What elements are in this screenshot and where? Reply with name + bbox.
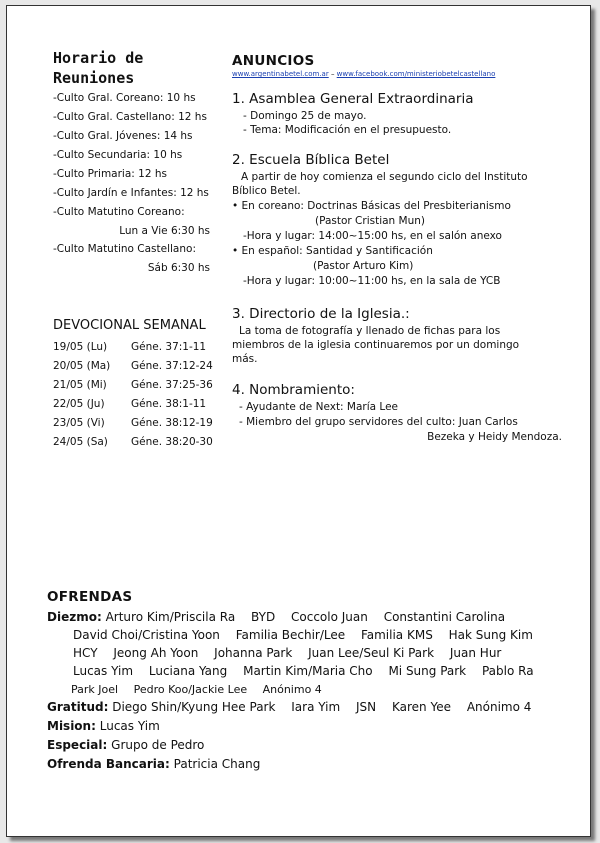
diezmo-name: Familia Bechir/Lee: [235, 628, 346, 642]
diezmo-name: Arturo Kim/Priscila Ra: [105, 610, 236, 624]
devotional-date: 19/05 (Lu): [53, 341, 108, 353]
diezmo-name: Anónimo 4: [262, 683, 322, 696]
diezmo-name: Coccolo Juan: [291, 610, 368, 624]
gratitud-line: [47, 700, 531, 715]
announcement-3-title: 3. Directorio de la Iglesia.:: [232, 306, 410, 322]
announcement-1-line: - Domingo 25 de mayo.: [243, 110, 367, 122]
diezmo-name: Familia KMS: [360, 628, 433, 642]
announcement-2-title: 2. Escuela Bíblica Betel: [232, 152, 390, 168]
announcement-2-line: A partir de hoy comienza el segundo ciclo del Instituto: [241, 171, 528, 183]
diezmo-name: Martin Kim/Maria Cho: [243, 664, 373, 678]
schedule-item: -Culto Gral. Castellano: 12 hs: [53, 111, 207, 123]
diezmo-name: Jeong Ah Yoon: [113, 646, 199, 660]
devotional-date: 22/05 (Ju): [53, 398, 105, 410]
gratitud-name: Iara Yim: [291, 700, 341, 714]
announcement-4-line: Bezeka y Heidy Mendoza.: [427, 431, 562, 443]
gratitud-name: JSN: [356, 700, 377, 714]
diezmo-name: Constantini Carolina: [383, 610, 506, 624]
gratitud-label: Gratitud:: [47, 700, 109, 714]
announcement-4-line: - Ayudante de Next: María Lee: [239, 401, 399, 413]
announcements-title: ANUNCIOS: [232, 53, 315, 69]
announcement-3-line: miembros de la iglesia continuaremos por un domingo: [232, 339, 520, 351]
diezmo-label: Diezmo:: [47, 610, 102, 624]
schedule-item: -Culto Primaria: 12 hs: [53, 168, 167, 180]
announcement-3-line: La toma de fotografía y llenado de fichas para los: [239, 325, 501, 337]
bancaria-line: [47, 757, 260, 772]
diezmo-name: Mi Sung Park: [388, 664, 467, 678]
devotional-date: 23/05 (Vi): [53, 417, 105, 429]
schedule-item-time: Lun a Vie 6:30 hs: [119, 225, 210, 237]
links-line: [232, 70, 495, 78]
announcement-2-bullet: • En español: Santidad y Santificación: [232, 245, 433, 257]
diezmo-name: Johanna Park: [214, 646, 293, 660]
schedule-title-line2: Reuniones: [53, 69, 135, 87]
schedule-item: -Culto Gral. Coreano: 10 hs: [53, 92, 196, 104]
announcement-2-line: Bíblico Betel.: [232, 185, 301, 197]
bancaria-name: Patricia Chang: [173, 757, 261, 771]
especial-label: Especial:: [47, 738, 108, 752]
diezmo-name: Luciana Yang: [148, 664, 228, 678]
devotional-ref: Géne. 37:1-11: [131, 341, 207, 353]
diezmo-name: HCY: [73, 646, 98, 660]
website-link[interactable]: www.argentinabetel.com.ar: [232, 70, 329, 78]
devotional-ref: Géne. 37:25-36: [131, 379, 213, 391]
bancaria-label: Ofrenda Bancaria:: [47, 757, 170, 771]
mision-label: Mision:: [47, 719, 96, 733]
announcement-1-line: - Tema: Modificación en el presupuesto.: [243, 124, 452, 136]
devotional-date: 20/05 (Ma): [53, 360, 111, 372]
announcement-4-line: - Miembro del grupo servidores del culto: Juan Carlos: [239, 416, 518, 428]
gratitud-name: Diego Shin/Kyung Hee Park: [112, 700, 276, 714]
diezmo-name: Hak Sung Kim: [448, 628, 533, 642]
facebook-link[interactable]: www.facebook.com/ministeriobetelcastellano: [336, 70, 496, 78]
schedule-title-line1: Horario de: [53, 49, 144, 67]
devotional-list: [53, 340, 223, 450]
schedule-item: -Culto Matutino Coreano:: [53, 206, 185, 218]
schedule-item: -Culto Gral. Jóvenes: 14 hs: [53, 130, 193, 142]
devotional-title: DEVOCIONAL SEMANAL: [53, 318, 206, 333]
bulletin-page: [6, 5, 591, 837]
announcement-4-title: 4. Nombramiento:: [232, 382, 355, 398]
diezmo-name: Pedro Koo/Jackie Lee: [133, 683, 248, 696]
announcement-2-line: -Hora y lugar: 14:00~15:00 hs, en el salón anexo: [243, 230, 502, 242]
mision-name: Lucas Yim: [99, 719, 160, 733]
diezmo-name: Park Joel: [71, 683, 119, 696]
diezmo-name: BYD: [251, 610, 276, 624]
gratitud-name: Anónimo 4: [466, 700, 532, 714]
especial-line: [47, 738, 204, 753]
mision-line: [47, 719, 160, 734]
schedule-item-time: Sáb 6:30 hs: [147, 262, 210, 274]
diezmo-line: [73, 646, 501, 661]
diezmo-name: David Choi/Cristina Yoon: [73, 628, 220, 642]
announcement-1-title: 1. Asamblea General Extraordinaria: [232, 91, 474, 107]
gratitud-name: Karen Yee: [391, 700, 451, 714]
announcement-2-teacher: (Pastor Cristian Mun): [315, 215, 426, 227]
diezmo-name: Juan Lee/Seul Ki Park: [308, 646, 435, 660]
devotional-date: 21/05 (Mi): [53, 379, 107, 391]
devotional-ref: Géne. 38:12-19: [131, 417, 213, 429]
diezmo-line: [71, 682, 322, 697]
announcement-2-bullet: • En coreano: Doctrinas Básicas del Presbiterianismo: [232, 200, 511, 212]
diezmo-line: [73, 628, 533, 643]
schedule-item: -Culto Matutino Castellano:: [53, 243, 196, 255]
announcement-3-line: más.: [232, 353, 258, 365]
announcement-2-line: -Hora y lugar: 10:00~11:00 hs, en la sala de YCB: [243, 275, 501, 287]
devotional-ref: Géne. 38:1-11: [131, 398, 207, 410]
link-separator: –: [328, 70, 337, 78]
devotional-date: 24/05 (Sa): [53, 436, 108, 448]
diezmo-line: [73, 664, 534, 679]
announcement-2-teacher: (Pastor Arturo Kim): [313, 260, 414, 272]
diezmo-line: [47, 610, 505, 625]
offerings-title: OFRENDAS: [47, 589, 133, 605]
devotional-ref: Géne. 38:20-30: [131, 436, 213, 448]
schedule-item: -Culto Secundaria: 10 hs: [53, 149, 183, 161]
especial-name: Grupo de Pedro: [111, 738, 205, 752]
diezmo-name: Lucas Yim: [73, 664, 134, 678]
devotional-ref: Géne. 37:12-24: [131, 360, 213, 372]
schedule-item: -Culto Jardín e Infantes: 12 hs: [53, 187, 209, 199]
diezmo-name: Pablo Ra: [481, 664, 534, 678]
diezmo-name: Juan Hur: [449, 646, 502, 660]
